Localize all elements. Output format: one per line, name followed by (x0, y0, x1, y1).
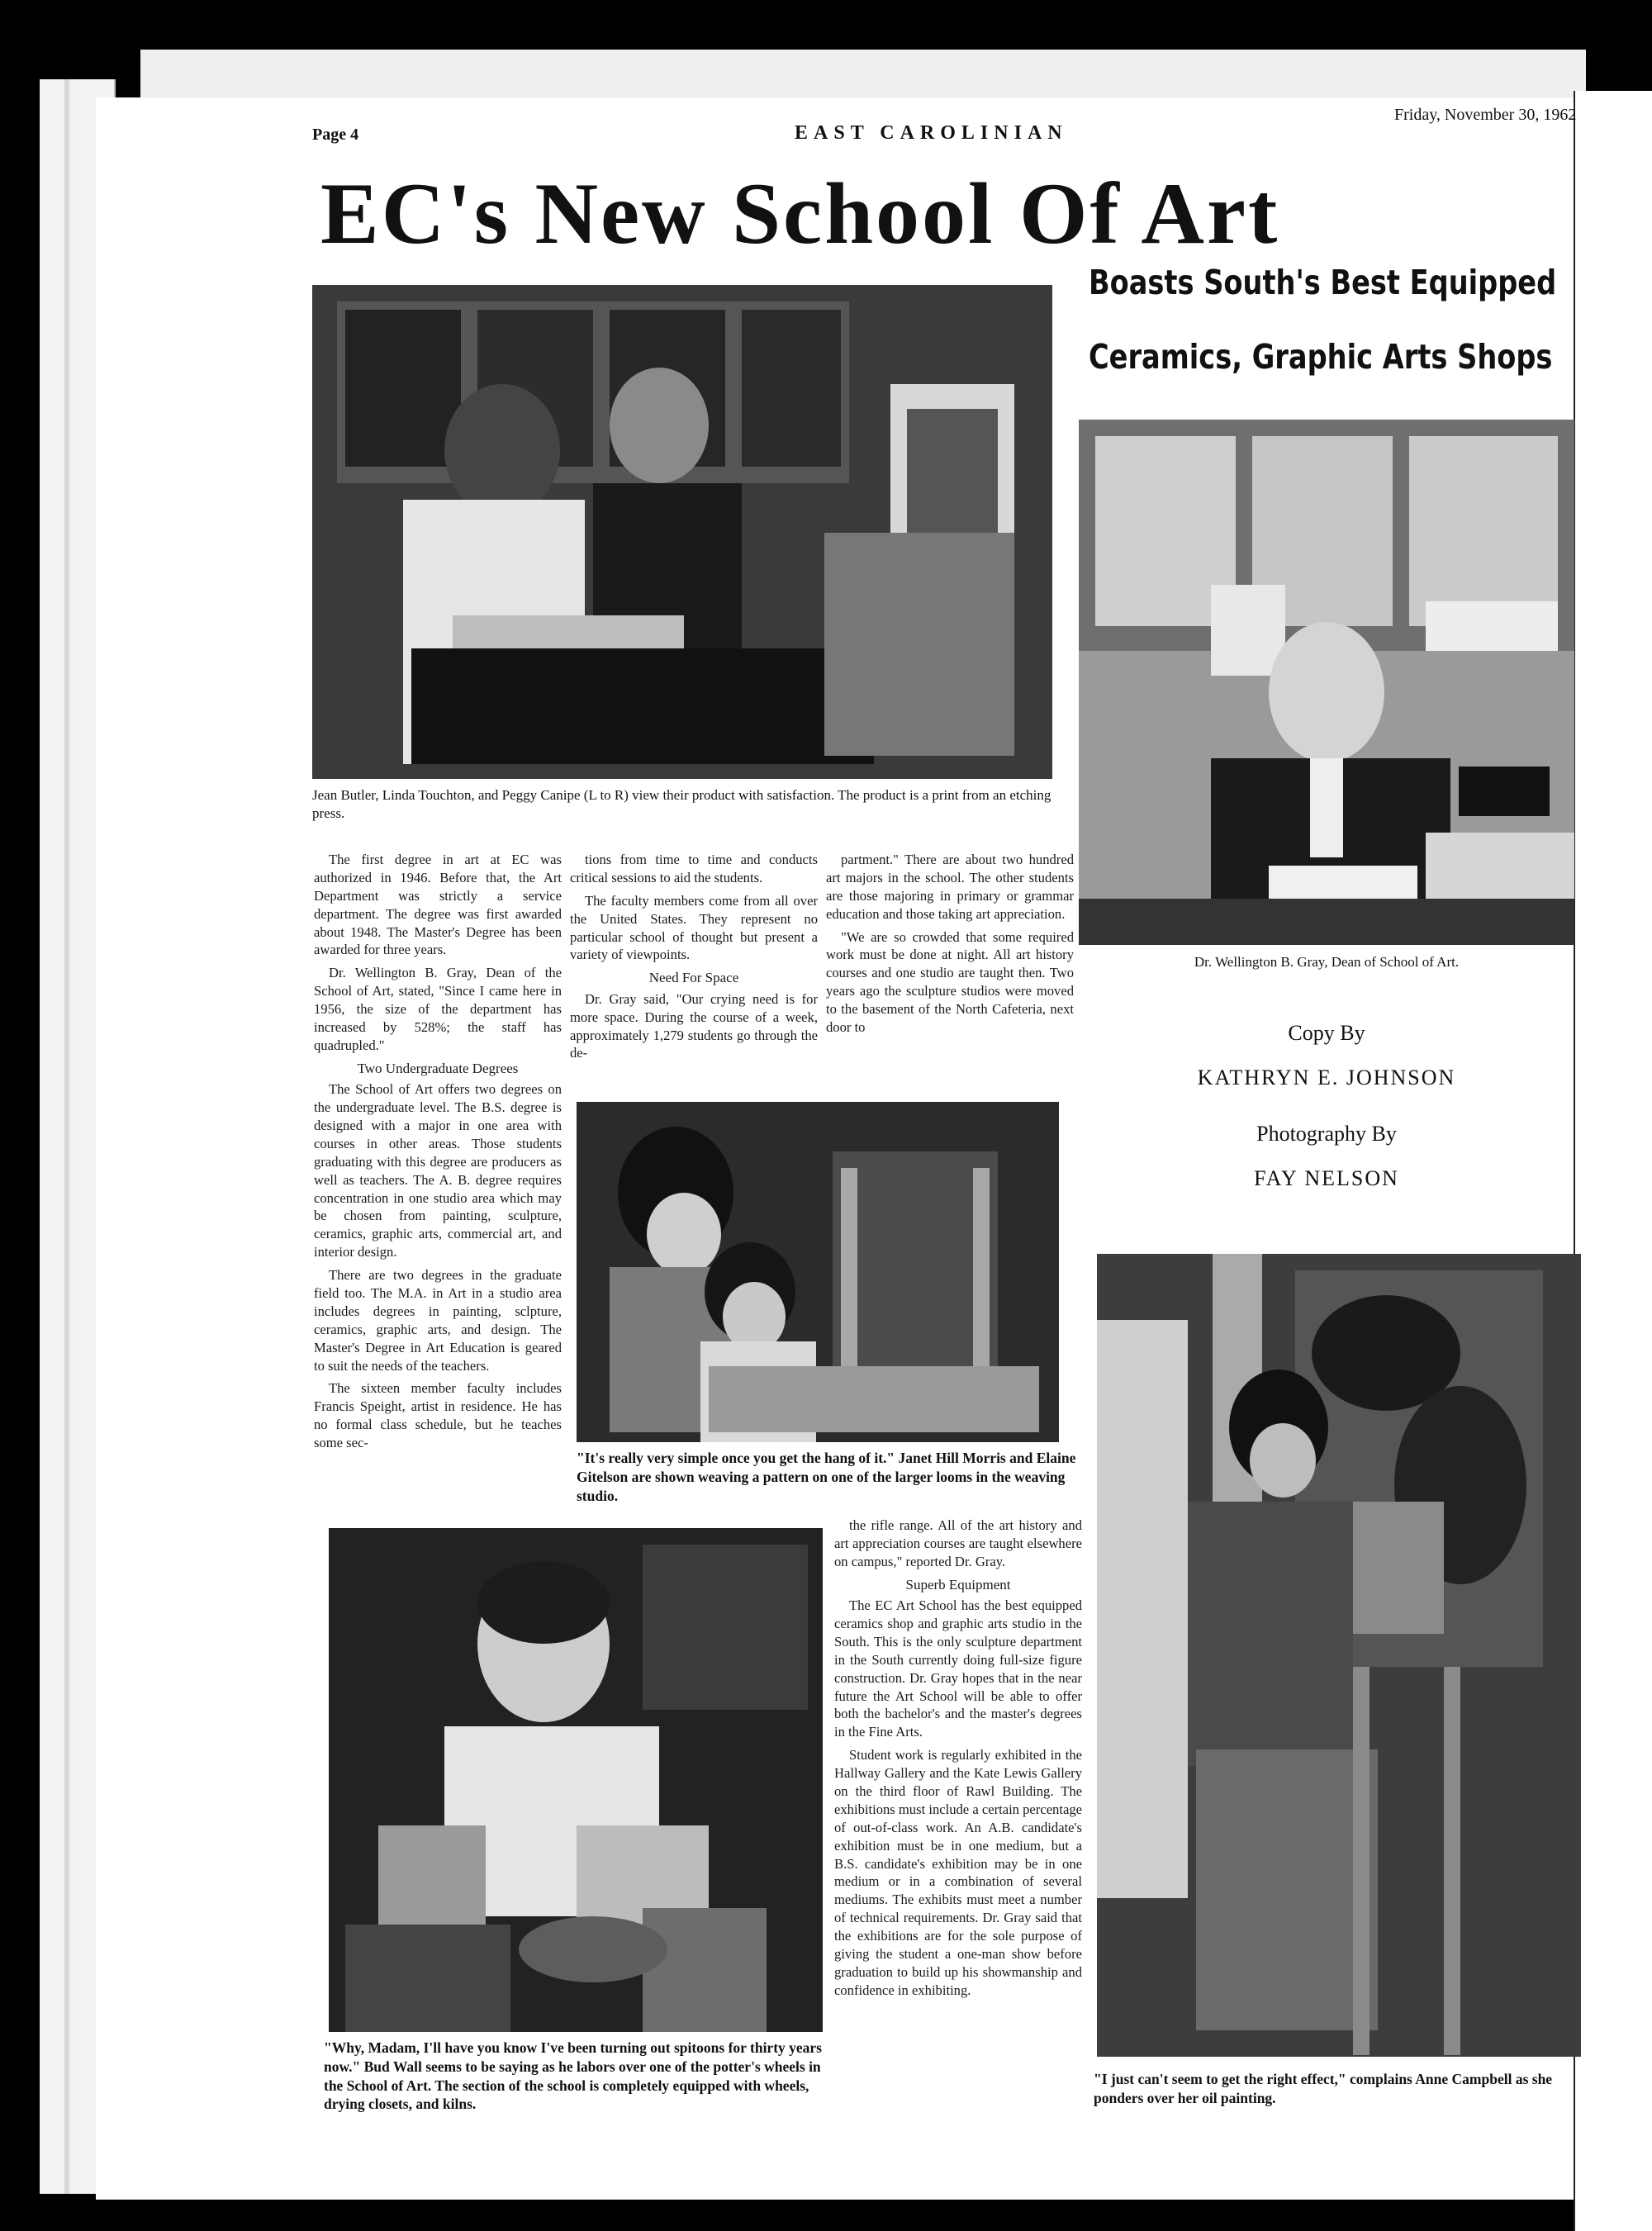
article-column-3 (826, 851, 1074, 1042)
caption-oil-painting: "I just can't seem to get the right effect," complains Anne Campbell as she ponders over her oil painting. (1094, 2071, 1553, 2106)
article-paragraph: There are two degrees in the graduate field too. The M.A. in Art in a studio area includes degrees in painting, sclpture, ceramics, graphic arts, and design. The Master's Degree in Art Education is geared to suit the needs of the teachers. (314, 1267, 562, 1374)
article-column-2 (570, 851, 818, 1067)
article-paragraph: partment." There are about two hundred art majors in the school. The other students are those majoring in primary or grammar education and those taking art appreciation. (826, 852, 1074, 922)
binding-stripe (64, 79, 69, 2194)
photo-pottery-wheel-image (329, 1528, 823, 2032)
article-paragraph: Student work is regularly exhibited in the Hallway Gallery and the Kate Lewis Gallery on the third floor of Rawl Building. The exhibitions must include a certain percentage of out-of-class work. An A.B. candidate's exhibition must be in one medium, but a B.S. candidate's exhibition may be in one medium or in a combination of several mediums. The exhibits must meet a number of technical requirements. Dr. Gray said that the exhibitions are for the sole purpose of giving the student a one-man show before graduation to build up his showmanship and confidence in exhibiting. (834, 1747, 1082, 1998)
caption-pottery: "Why, Madam, I'll have you know I've been turning out spitoons for thirty years now." Bud Wall seems to be saying as he labors over one of the potter's wheels in the School of Art. The section of the school is completely equipped with wheels, drying closets, and kilns. (324, 2039, 822, 2113)
article-paragraph: Dr. Wellington B. Gray, Dean of the School of Art, stated, "Since I came here in 1956, the size of the department has increased by 528%; the staff has quadrupled." (314, 965, 562, 1053)
photo-oil-painting (1097, 1254, 1581, 2057)
masthead: EAST CAROLINIAN (795, 122, 1068, 144)
article-paragraph: "We are so crowded that some required work must be done at night. All art history courses and one studio are taught then. Two years ago the sculpture studios were moved to the basement of the North Cafeteria, next door to (826, 928, 1074, 1036)
photo-etching-print-image (312, 285, 1052, 779)
caption-weaving: "It's really very simple once you get the hang of it." Janet Hill Morris and Elaine Gitelson are shown weaving a pattern on one of the larger looms in the weaving studio. (577, 1450, 1076, 1504)
photo-dean-portrait-image (1079, 420, 1574, 945)
copy-credit-label: Copy By (1288, 1021, 1365, 1045)
article-paragraph: tions from time to time and conducts critical sessions to aid the students. (570, 852, 818, 885)
photo-oil-painting-image (1097, 1254, 1581, 2057)
photo-credit-label: Photography By (1256, 1122, 1397, 1146)
article-paragraph: The School of Art offers two degrees on the undergraduate level. The B.S. degree is designed with a major in one area with courses in other areas. Those students graduating with this degree are producers as well as teachers. The A. B. degree requires concentration in one studio area which may be chosen from painting, sculpture, ceramics, graphic arts, commercial art, and interior design. (314, 1081, 562, 1260)
page-label: Page 4 (312, 126, 359, 144)
deck-line-2: Ceramics, Graphic Arts Shops (1089, 337, 1553, 377)
photo-weaving (577, 1102, 1059, 1442)
article-paragraph: The sixteen member faculty includes Francis Speight, artist in residence. He has no formal class schedule, but he teaches some sec- (314, 1380, 562, 1451)
caption-etching-print: Jean Butler, Linda Touchton, and Peggy Canipe (L to R) view their product with satisfaction. The product is a print from an etching press. (312, 787, 1051, 822)
article-paragraph: The EC Art School has the best equipped ceramics shop and graphic arts studio in the South. This is the only sculpture department in the South currently doing full-size figure construction. Dr. Gray hopes that in the near future the Art School will be able to offer both the bachelor's and the master's degrees in the Fine Arts. (834, 1597, 1082, 1740)
article-paragraph: the rifle range. All of the art history and art appreciation courses are taught elsewhere on campus," reported Dr. Gray. (834, 1517, 1082, 1569)
photo-credit-name: FAY NELSON (1254, 1166, 1399, 1190)
subhead-need-for-space: Need For Space (648, 970, 739, 986)
photo-dean-portrait (1079, 420, 1574, 945)
facing-page-edge (1574, 91, 1652, 2231)
copy-credit-name: KATHRYN E. JOHNSON (1197, 1066, 1456, 1089)
deck-line-1: Boasts South's Best Equipped (1089, 263, 1557, 302)
caption-dean: Dr. Wellington B. Gray, Dean of School of Art. (1194, 954, 1460, 970)
photo-pottery-wheel (329, 1528, 823, 2032)
article-paragraph: The faculty members come from all over the United States. They represent no particular school of thought but present a variety of viewpoints. (570, 892, 818, 963)
subhead-superb-equipment: Superb Equipment (905, 1576, 1011, 1593)
photo-weaving-image (577, 1102, 1059, 1442)
article-paragraph: Dr. Gray said, "Our crying need is for more space. During the course of a week, approximately 1,279 students go through the de- (570, 990, 818, 1061)
issue-date: Friday, November 30, 1962 (1394, 106, 1577, 124)
article-column-1 (314, 851, 562, 1457)
headline: EC's New School Of Art (320, 165, 1280, 262)
subhead-two-undergraduate-degrees: Two Undergraduate Degrees (357, 1060, 519, 1076)
article-column-4 (834, 1517, 1082, 2005)
photo-etching-print (312, 285, 1052, 779)
article-paragraph: The first degree in art at EC was authorized in 1946. Before that, the Art Department was strictly a service department. The degree was first awarded about 1948. The Master's Degree has been awarded for three years. (314, 852, 562, 958)
